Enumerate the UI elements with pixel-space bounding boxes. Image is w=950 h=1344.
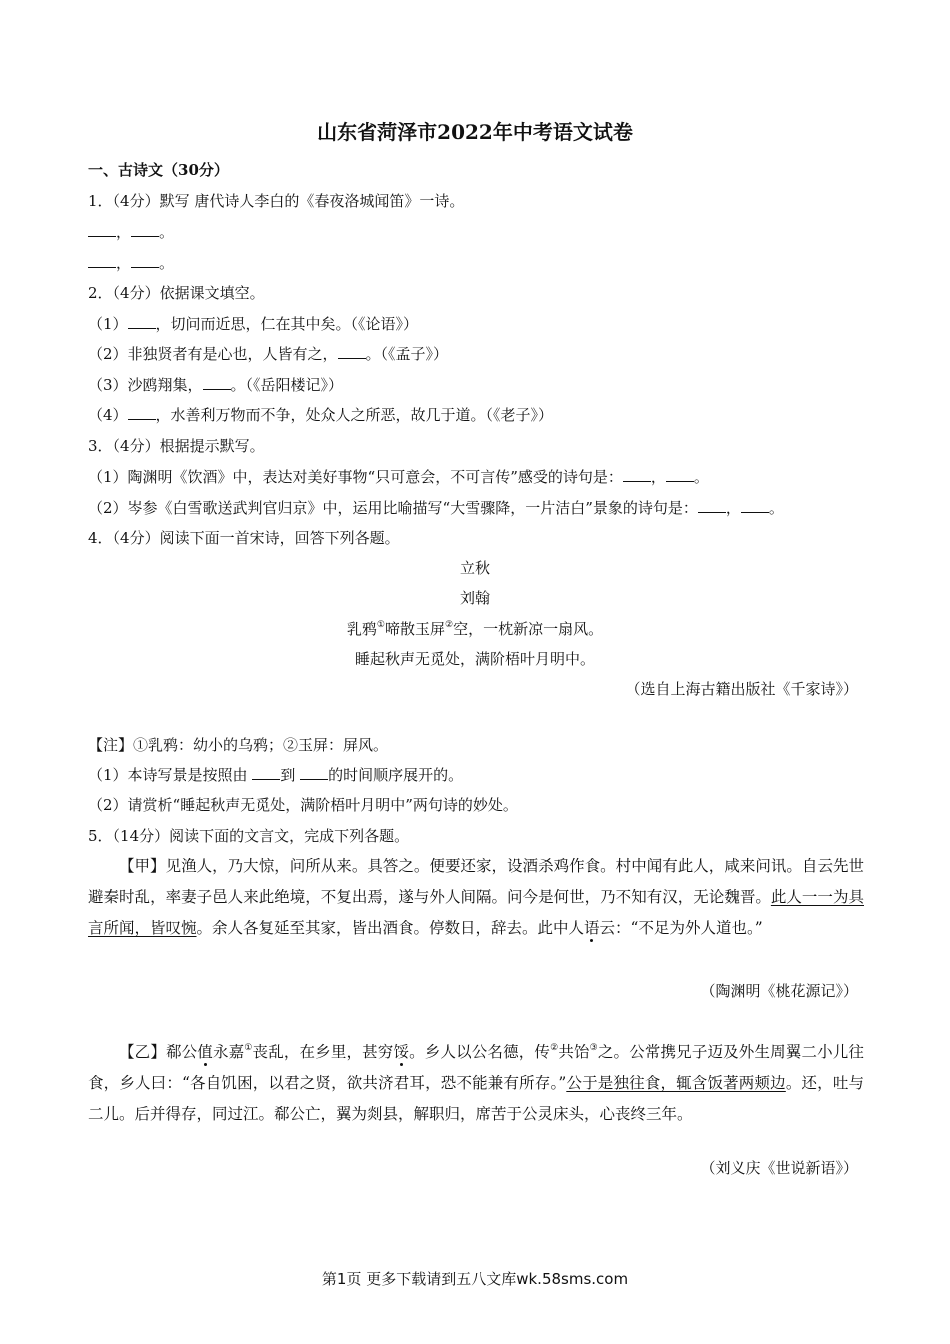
footnote-marker: ③ — [589, 1043, 598, 1053]
answer-blank[interactable] — [131, 253, 159, 268]
question-3-stem: 3．（4分）根据提示默写。 — [88, 437, 265, 455]
footnote-marker: ① — [244, 1043, 253, 1053]
question-2-item-2: （2）非独贤者有是心也，人皆有之， 。（《孟子》） — [88, 345, 449, 363]
answer-blank[interactable] — [666, 467, 694, 482]
answer-blank[interactable] — [698, 498, 726, 513]
question-5-stem: 5．（14分）阅读下面的文言文，完成下列各题。 — [88, 827, 410, 845]
dotted-character: 值 — [197, 1043, 213, 1061]
poem-line-1: 乳鸦①啼散玉屏②空，一枕新凉一扇风。 — [346, 620, 604, 638]
passage-jia-source: （陶渊明《桃花源记》） — [700, 982, 858, 1000]
question-1-answer-line-1: ， 。 — [88, 222, 174, 242]
answer-blank[interactable] — [203, 375, 231, 390]
answer-blank[interactable] — [88, 253, 116, 268]
page-title: 山东省菏泽市2022年中考语文试卷 — [317, 120, 633, 144]
question-1-answer-line-2: ， 。 — [88, 253, 174, 273]
underlined-sentence: 此人一一为具言所闻，皆叹惋 — [88, 888, 864, 937]
answer-blank[interactable] — [252, 765, 280, 780]
footnote-marker: ② — [550, 1043, 559, 1053]
question-1-stem: 1．（4分）默写 唐代诗人李白的《春夜洛城闻笛》一诗。 — [88, 192, 465, 210]
poem-title: 立秋 — [459, 559, 490, 577]
answer-blank[interactable] — [338, 344, 366, 359]
answer-blank[interactable] — [131, 222, 159, 237]
question-2-item-3: （3）沙鸥翔集， 。（《岳阳楼记》） — [88, 376, 344, 394]
footnote-marker: ② — [445, 620, 454, 630]
poem-line-2: 睡起秋声无觅处，满阶梧叶月明中。 — [354, 650, 595, 668]
answer-blank[interactable] — [128, 314, 156, 329]
question-4-stem: 4．（4分）阅读下面一首宋诗，回答下列各题。 — [88, 529, 400, 547]
poem-author: 刘翰 — [459, 589, 490, 607]
question-2-item-1: （1） ，切问而近思，仁在其中矣。（《论语》） — [88, 315, 419, 333]
answer-blank[interactable] — [741, 498, 769, 513]
answer-blank[interactable] — [128, 405, 156, 420]
question-2-stem: 2．（4分）依据课文填空。 — [88, 284, 265, 302]
answer-blank[interactable] — [300, 765, 328, 780]
footnote-marker: ① — [376, 620, 385, 630]
dotted-character: 馁 — [393, 1043, 410, 1061]
answer-blank[interactable] — [623, 467, 651, 482]
passage-yi: 【乙】郗公值永嘉①丧乱，在乡里，甚穷馁。乡人以公名德，传②共饴③之。公常携兄子迈及外生周翼二小儿往食，乡人曰：“各自饥困，以君之贤，欲共济君耳，恐不能兼有所存。”公于是独往食，辄含饭著两颊边。还，吐与二儿。后并得存，同过江。郗公亡，翼为剡县，解职归，席苦于公灵床头，心丧终三年。 — [88, 1043, 864, 1123]
question-4-sub-2: （2）请赏析“睡起秋声无觅处，满阶梧叶月明中”两句诗的妙处。 — [88, 796, 518, 814]
poem-source: （选自上海古籍出版社《千家诗》） — [625, 680, 858, 698]
passage-jia: 【甲】见渔人，乃大惊，问所从来。具答之。便要还家，设酒杀鸡作食。村中闻有此人，咸来问讯。自云先世避秦时乱，率妻子邑人来此绝境，不复出焉，遂与外人间隔。问今是何世，乃不知有汉，无论魏晋。此人一一为具言所闻，皆叹惋。余人各复延至其家，皆出酒食。停数日，辞去。此中人语云：“不足为外人道也。” — [88, 857, 864, 937]
section-heading: 一、古诗文（30分） — [88, 161, 229, 179]
page-footer: 第1页 更多下载请到五八文库wk.58sms.com — [321, 1270, 629, 1288]
question-3-item-2: （2）岑参《白雪歌送武判官归京》中，运用比喻描写“大雪骤降，一片洁白”景象的诗句是： ， 。 — [88, 499, 784, 517]
underlined-sentence: 公于是独往食，辄含饭著两颊边 — [566, 1074, 786, 1092]
dotted-character: 语 — [584, 919, 600, 937]
question-2-item-4: （4） ，水善利万物而不争，处众人之所恶，故几于道。（《老子》） — [88, 406, 554, 424]
question-4-sub-1: （1）本诗写景是按照由 到 的时间顺序展开的。 — [88, 766, 464, 784]
answer-blank[interactable] — [88, 222, 116, 237]
passage-yi-source: （刘义庆《世说新语》） — [700, 1159, 858, 1177]
question-3-item-1: （1）陶渊明《饮酒》中，表达对美好事物“只可意会，不可言传”感受的诗句是： ， 。 — [88, 468, 709, 486]
poem-note: 【注】①乳鸦：幼小的乌鸦；②玉屏：屏风。 — [88, 736, 389, 754]
